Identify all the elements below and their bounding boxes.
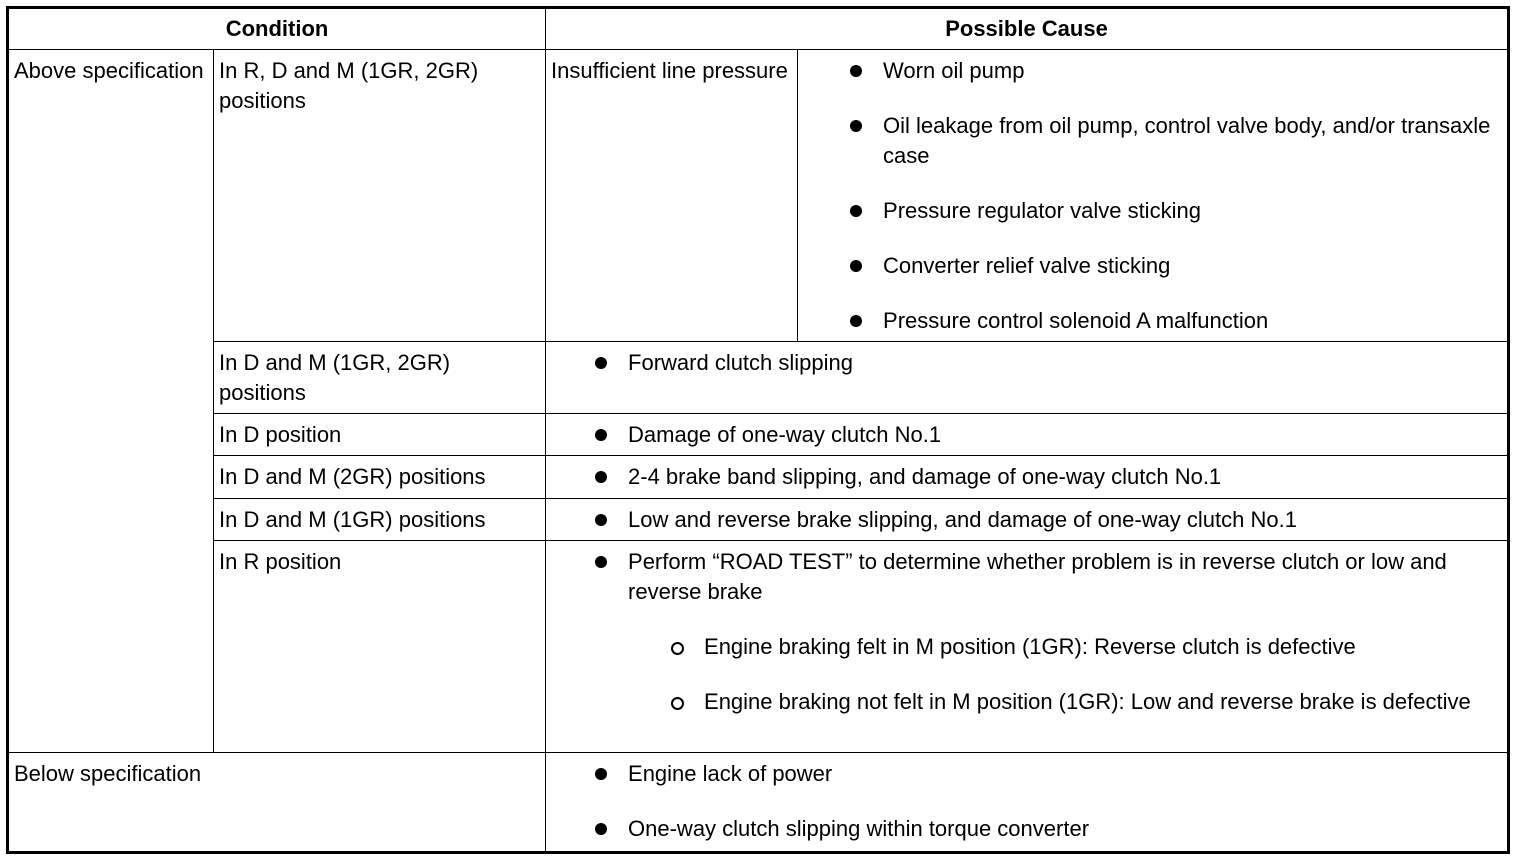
condition-cell: In R, D and M (1GR, 2GR) positions [214,50,546,342]
list-item: Engine lack of power [608,759,1502,789]
table-row [8,342,1509,414]
list-item: Forward clutch slipping [608,348,1502,378]
cause-list-cell [546,414,1509,456]
condition-cell: In R position [214,541,546,753]
sub-list-item: Engine braking not felt in M position (1GR): Low and reverse brake is defective [684,687,1502,717]
list-item: Oil leakage from oil pump, control valve body, and/or transaxle case [863,111,1502,171]
table-row [8,541,1509,753]
sub-list-item: Engine braking felt in M position (1GR): Reverse clutch is defective [684,632,1502,662]
diagnosis-table [6,6,1510,854]
condition-cell: In D and M (1GR, 2GR) positions [214,342,546,414]
condition-cell: In D and M (1GR) positions [214,499,546,541]
cause-list-cell [798,50,1509,342]
condition-cell: In D and M (2GR) positions [214,456,546,499]
list-item: Worn oil pump [863,56,1502,86]
cause-list-cell [546,342,1509,414]
table-row [8,414,1509,456]
cause-list-cell [546,753,1509,853]
cause-list-cell [546,499,1509,541]
table-row [8,499,1509,541]
condition-cell: In D position [214,414,546,456]
list-item: Pressure control solenoid A malfunction [863,306,1502,336]
cause-list-cell [546,456,1509,499]
list-item: One-way clutch slipping within torque converter [608,814,1502,844]
condition-header: Condition [8,8,546,50]
cause-list-cell [546,541,1509,753]
list-item: Damage of one-way clutch No.1 [608,420,1502,450]
list-item: Low and reverse brake slipping, and damage of one-way clutch No.1 [608,505,1502,535]
below-specification-cell: Below specification [8,753,546,853]
possible-cause-header: Possible Cause [546,8,1509,50]
list-item: 2-4 brake band slipping, and damage of one-way clutch No.1 [608,462,1502,492]
list-item: Pressure regulator valve sticking [863,196,1502,226]
cause-cell: Insufficient line pressure [546,50,798,342]
table-row [8,50,1509,342]
list-item: Converter relief valve sticking [863,251,1502,281]
above-specification-cell: Above specification [8,50,214,753]
header-row [8,8,1509,50]
list-item-text: Perform “ROAD TEST” to determine whether problem is in reverse clutch or low and reverse brake [628,549,1447,604]
table-row [8,456,1509,499]
list-item [608,547,1502,717]
table-row [8,753,1509,853]
